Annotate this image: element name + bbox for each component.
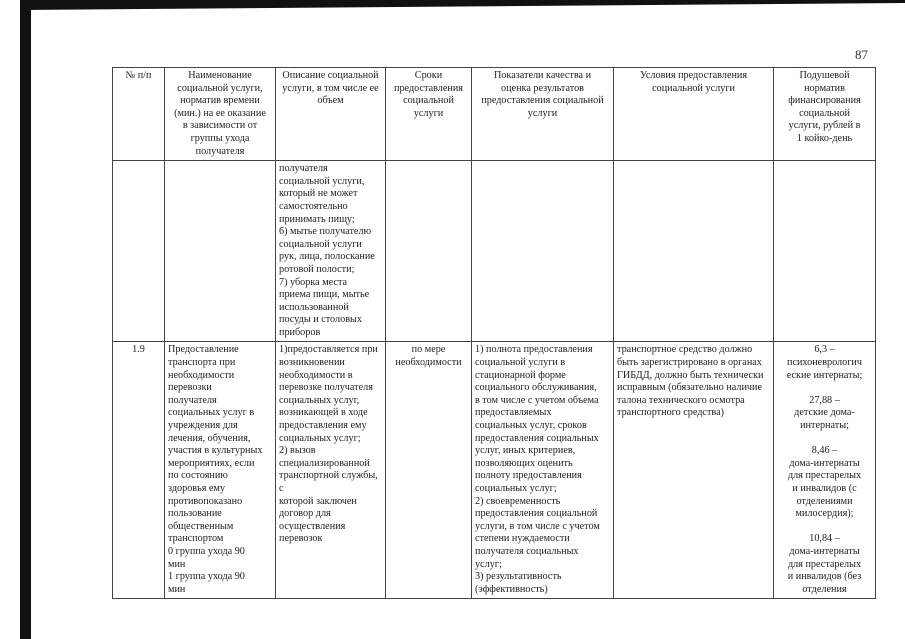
cell-terms: по мере необходимости [386,342,472,599]
table-row [113,161,876,342]
cell-financing-norm: 6,3 – психоневрологич еские интернаты; 27,88 – детские дома- интернаты; 8,46 – дома-интернаты для престарелых и инвалидов (с отделениями милосердия); 10,84 – дома-интернаты для престарелых и инвалидов (без отделения [774,342,876,599]
cell-financing-norm [774,161,876,342]
services-table [112,67,876,599]
cell-num: 1.9 [113,342,165,599]
cell-service-name [165,161,276,342]
cell-quality-indicators: 1) полнота предоставления социальной услуги в стационарной форме социального обслуживания, в том числе с учетом объема предоставляемых социальных услуг, сроков предоставления социальных услуг, иных критериев, позволяющих оценить полноту предоставления социальных услуг; 2) своевременность предоставления социальной услуги, в том числе с учетом степени нуждаемости получателя социальных услуг; 3) результативность (эффективность) [472,342,614,599]
cell-conditions: транспортное средство должно быть зарегистрировано в органах ГИБДД, должно быть технически исправным (обязательно наличие талона технического осмотра транспортного средства) [614,342,774,599]
header-conditions: Условия предоставления социальной услуги [614,68,774,161]
cell-num [113,161,165,342]
header-quality-indicators: Показатели качества и оценка результатов предоставления социальной услуги [472,68,614,161]
cell-description: получателя социальной услуги, который не может самостоятельно принимать пищу; 6) мытье получателю социальной услуги рук, лица, полоскание ротовой полости; 7) уборка места приема пищи, мытье использованной посуды и столовых приборов [276,161,386,342]
cell-description: 1)предоставляется при возникновении необходимости в перевозке получателя социальных услуг, возникающей в ходе предоставления ему социальных услуг; 2) вызов специализированной транспортной службы, с которой заключен договор для осуществления перевозок [276,342,386,599]
header-service-name: Наименование социальной услуги, норматив времени (мин.) на ее оказание в зависимости от группы ухода получателя [165,68,276,161]
header-num: № п/п [113,68,165,161]
scan-border-top [20,0,905,10]
cell-conditions [614,161,774,342]
table-row [113,342,876,599]
scan-border-left [20,0,31,639]
header-description: Описание социальной услуги, в том числе ее объем [276,68,386,161]
cell-quality-indicators [472,161,614,342]
header-financing-norm: Подушевой норматив финансирования социальной услуги, рублей в 1 койко-день [774,68,876,161]
cell-service-name: Предоставление транспорта при необходимости перевозки получателя социальных услуг в учреждения для лечения, обучения, участия в культурных мероприятиях, если по состоянию здоровья ему противопоказано пользование общественным транспортом 0 группа ухода 90 мин 1 группа ухода 90 мин [165,342,276,599]
table-header-row [113,68,876,161]
header-terms: Сроки предоставления социальной услуги [386,68,472,161]
page-number: 87 [855,47,868,62]
cell-terms [386,161,472,342]
